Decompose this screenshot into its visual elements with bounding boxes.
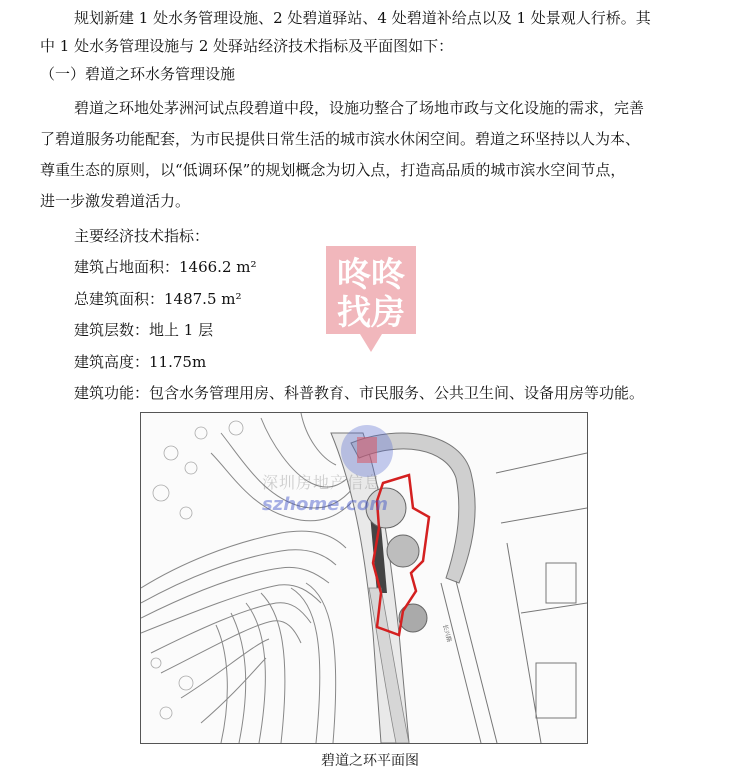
svg-text:咚咚: 咚咚 xyxy=(337,255,405,295)
indicator-footprint: 建筑占地面积：1466.2 m² xyxy=(74,258,257,276)
indicator-height: 建筑高度：11.75m xyxy=(74,353,207,371)
site-cn-watermark: 深圳房地产信息 xyxy=(262,473,382,492)
dongdong-zhaofang-watermark-logo xyxy=(318,238,424,358)
paragraph-2-line-1: 碧道之环地处茅洲河试点段碧道中段，设施功整合了场地市政与文化设施的需求，完善 xyxy=(74,99,645,117)
site-plan-figure xyxy=(140,412,588,744)
figure-caption: 碧道之环平面图 xyxy=(321,753,419,769)
indicator-function: 建筑功能：包含水务管理用房、科普教育、市民服务、公共卫生间、设备用房等功能。 xyxy=(74,384,645,402)
section-heading: （一）碧道之环水务管理设施 xyxy=(40,65,236,83)
svg-text:找房: 找房 xyxy=(337,293,405,333)
road-label: 长兴路 xyxy=(441,623,453,643)
paragraph-2-line-2: 了碧道服务功能配套，为市民提供日常生活的城市滨水休闲空间。碧道之环坚持以人为本、 xyxy=(40,130,641,148)
paragraph-2-line-4: 进一步激发碧道活力。 xyxy=(40,192,191,210)
paragraph-1-line-2: 中 1 处水务管理设施与 2 处驿站经济技术指标及平面图如下： xyxy=(40,37,454,55)
indicator-floors: 建筑层数：地上 1 层 xyxy=(74,321,214,339)
indicators-heading: 主要经济技术指标： xyxy=(74,227,210,245)
paragraph-2-line-3: 尊重生态的原则，以“低调环保”的规划概念为切入点，打造高品质的城市滨水空间节点， xyxy=(40,161,626,179)
paragraph-1-line-1: 规划新建 1 处水务管理设施、2 处碧道驿站、4 处碧道补给点以及 1 处景观人行桥。其 xyxy=(74,9,651,27)
site-url-watermark: szhome.com xyxy=(262,494,388,515)
indicator-total-area: 总建筑面积：1487.5 m² xyxy=(74,290,242,308)
site-plan-drawing xyxy=(141,413,587,743)
